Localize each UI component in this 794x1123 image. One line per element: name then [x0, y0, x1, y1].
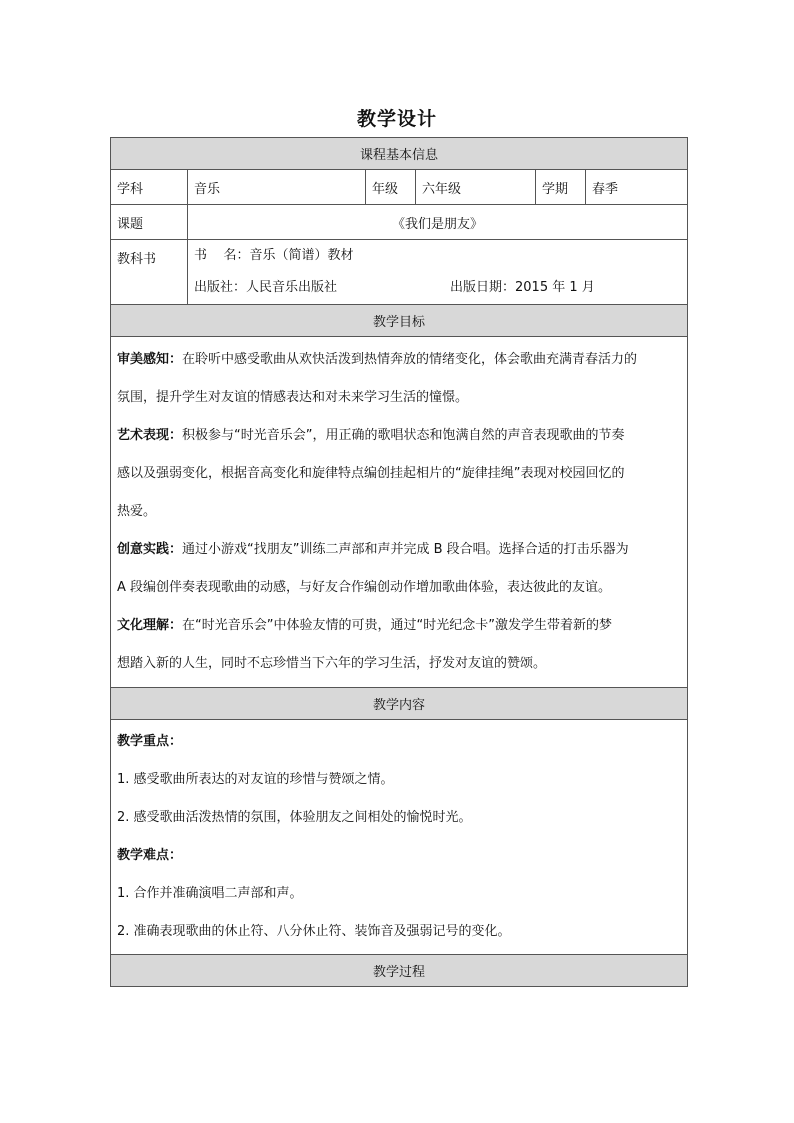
objective-practice-label: 创意实践：	[117, 542, 183, 557]
book-pub-date: 出版日期：2015 年 1 月	[450, 280, 595, 295]
content-body	[111, 720, 688, 955]
page-title: 教学设计	[356, 108, 437, 130]
section-basic-info-header: 课程基本信息	[111, 138, 688, 170]
objective-practice-line-2: A 段编创伴奏表现歌曲的动感，与好友合作编创动作增加歌曲体验，表达彼此的友谊。	[117, 580, 612, 595]
objective-expression-label: 艺术表现：	[117, 428, 183, 443]
row-topic	[111, 205, 688, 240]
objective-expression-line-3: 热爱。	[117, 504, 157, 519]
topic-label: 课题	[111, 205, 188, 240]
section-process	[111, 955, 688, 987]
row-content	[111, 720, 688, 955]
row-objectives	[111, 337, 688, 688]
section-objectives-header: 教学目标	[111, 305, 688, 337]
difficult-points-label: 教学难点：	[117, 848, 183, 863]
row-textbook	[111, 240, 688, 305]
book-publish-line	[188, 272, 687, 304]
objective-aesthetic-line-2: 氛围，提升学生对友谊的情感表达和对未来学习生活的憧憬。	[117, 390, 469, 405]
textbook-label: 教科书	[111, 240, 188, 305]
key-point-2: 2. 感受歌曲活泼热情的氛围，体验朋友之间相处的愉悦时光。	[117, 810, 472, 825]
objective-expression-line-2: 感以及强弱变化，根据音高变化和旋律特点编创挂起相片的“旋律挂绳”表现对校园回忆的	[117, 466, 625, 481]
term-label: 学期	[536, 170, 586, 205]
objective-culture-line-2: 想踏入新的人生，同时不忘珍惜当下六年的学习生活，抒发对友谊的赞颂。	[117, 656, 547, 671]
subject-label: 学科	[111, 170, 188, 205]
section-content-header: 教学内容	[111, 688, 688, 720]
objectives-body	[111, 337, 688, 688]
objective-expression-line-1: 艺术表现：积极参与“时光音乐会”，用正确的歌唱状态和饱满自然的声音表现歌曲的节奏	[117, 428, 625, 443]
key-points-label: 教学重点：	[117, 734, 183, 749]
difficult-point-1: 1. 合作并准确演唱二声部和声。	[117, 886, 303, 901]
section-content	[111, 688, 688, 720]
section-basic-info	[111, 138, 688, 170]
textbook-details	[188, 240, 688, 305]
subject-value: 音乐	[188, 170, 366, 205]
objective-culture-line-1: 文化理解：在“时光音乐会”中体验友情的可贵，通过“时光纪念卡”激发学生带着新的梦	[117, 618, 612, 633]
difficult-point-2: 2. 准确表现歌曲的休止符、八分休止符、装饰音及强弱记号的变化。	[117, 924, 511, 939]
objective-aesthetic-line-1: 审美感知：在聆听中感受歌曲从欢快活泼到热情奔放的情绪变化，体会歌曲充满青春活力的	[117, 352, 638, 367]
section-process-header: 教学过程	[111, 955, 688, 987]
objective-aesthetic-label: 审美感知：	[117, 352, 183, 367]
book-publisher: 出版社：人民音乐出版社	[194, 280, 338, 295]
grade-label: 年级	[366, 170, 416, 205]
grade-value: 六年级	[416, 170, 536, 205]
objective-culture-label: 文化理解：	[117, 618, 183, 633]
objective-practice-line-1: 创意实践：通过小游戏“找朋友”训练二声部和声并完成 B 段合唱。选择合适的打击乐器为	[117, 542, 629, 557]
book-name: 书 名：音乐（简谱）教材	[194, 248, 354, 263]
key-point-1: 1. 感受歌曲所表达的对友谊的珍惜与赞颂之情。	[117, 772, 394, 787]
section-objectives	[111, 305, 688, 337]
lesson-plan-table	[110, 137, 688, 987]
term-value: 春季	[586, 170, 688, 205]
topic-value: 《我们是朋友》	[188, 205, 688, 240]
row-subject	[111, 170, 688, 205]
